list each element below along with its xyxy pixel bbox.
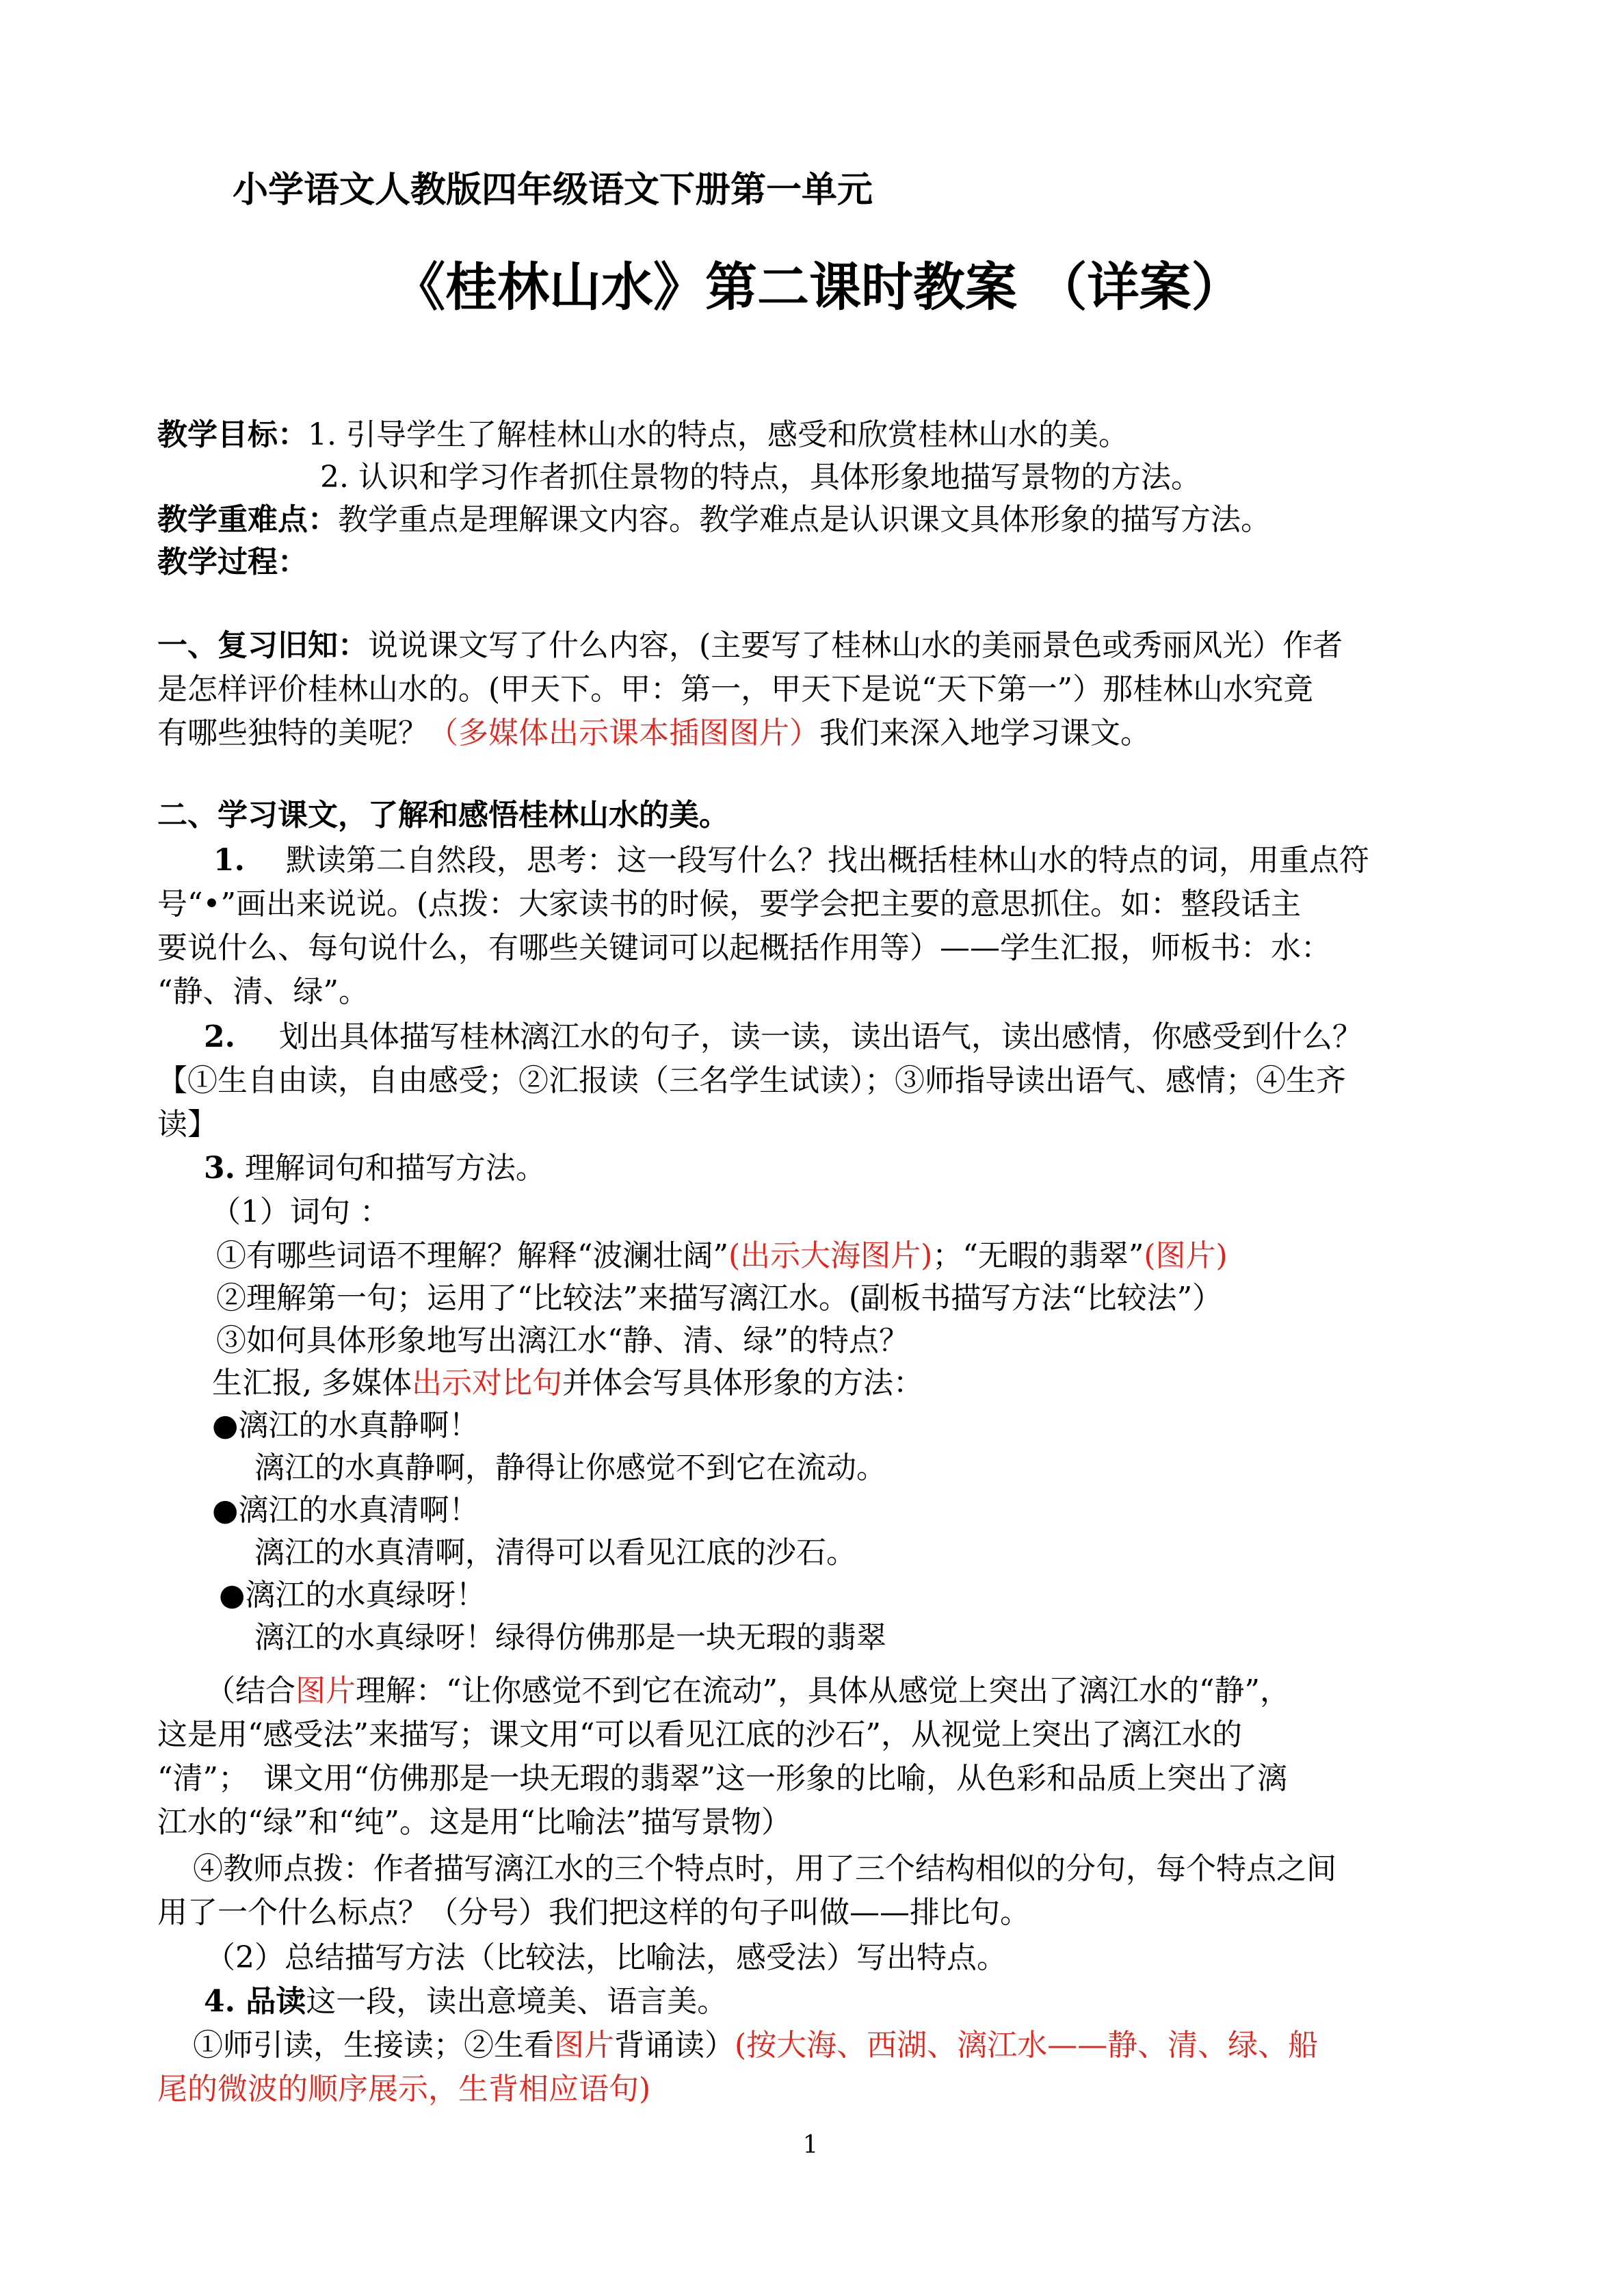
teacher-tip-line-1: ④教师点拨：作者描写漓江水的三个特点时，用了三个结构相似的分句，每个特点之间 [193, 1851, 1336, 1886]
objectives-label: 教学目标： [157, 417, 308, 452]
question-1 [216, 1234, 1464, 1278]
p1-line-2: 号“•”画出来说说。(点拨：大家读书的时候，要学会把主要的意思抓住。如：整段话主 [157, 887, 1302, 922]
document-subtitle: 小学语文人教版四年级语文下册第一单元 [233, 169, 873, 211]
question-2: ②理解第一句；运用了“比较法”来描写漓江水。(副板书描写方法“比较法”） [216, 1281, 1223, 1316]
objectives-line-1 [157, 413, 1464, 457]
bullet-2-expanded: 漓江的水真清啊，清得可以看见江底的沙石。 [254, 1535, 856, 1570]
comment-media-note: 图片 [295, 1673, 356, 1708]
p2-text-1: 划出具体描写桂林漓江水的句子，读一读，读出语气，读出感情，你感受到什么？ [278, 1019, 1362, 1054]
p1-line-1 [213, 839, 1464, 883]
bullet-3-expanded: 漓江的水真绿呀！绿得仿佛那是一块无瑕的翡翠 [254, 1620, 886, 1655]
s1-text-3a: 有哪些独特的美呢？ [157, 716, 428, 751]
key-points-label: 教学重难点： [157, 502, 338, 537]
s1-media-note: （多媒体出示课本插图图片） [428, 716, 819, 751]
s1-line-2: 是怎样评价桂林山水的。(甲天下。甲：第一，甲天下是说“天下第一”）那桂林山水究竟 [157, 672, 1314, 707]
page-number: 1 [802, 2131, 819, 2159]
p1-line-3: 要说什么、每句说什么，有哪些关键词可以起概括作用等）——学生汇报，师板书：水： [157, 930, 1331, 965]
bullet-1: ●漓江的水真静啊！ [212, 1408, 479, 1443]
report-text-a: 生汇报, 多媒体 [212, 1366, 412, 1400]
reading-order-note: (按大海、西湖、漓江水——静、清、绿、船 [735, 2028, 1319, 2063]
reading-line-2: 尾的微波的顺序展示，生背相应语句) [157, 2072, 651, 2106]
bullet-2: ●漓江的水真清啊！ [212, 1493, 479, 1528]
p1-line-4: “静、清、绿”。 [157, 974, 369, 1009]
s2-heading: 二、学习课文，了解和感悟桂林山水的美。 [157, 798, 729, 833]
p3-text: 理解词句和描写方法。 [244, 1151, 546, 1186]
report-media-note: 出示对比句 [411, 1366, 562, 1400]
p1-number: 1. [213, 843, 245, 878]
question-1-note-b: (图片) [1144, 1238, 1228, 1273]
reading-text-a: ①师引读，生接读；②生看 [193, 2028, 554, 2063]
summary-line: （2）总结描写方法（比较法，比喻法，感受法）写出特点。 [205, 1940, 1007, 1975]
key-points-line [157, 498, 1464, 542]
s1-heading: 一、复习旧知： [157, 628, 368, 663]
p3-sub-1: （1）词句 ： [211, 1195, 390, 1229]
document-title: 《桂林山水》第二课时教案 （详案） [393, 257, 1243, 317]
reading-text-c: 背诵读） [614, 2028, 735, 2063]
s1-line-1 [157, 624, 1464, 668]
reading-line-1 [193, 2024, 1464, 2067]
bullet-1-expanded: 漓江的水真静啊，静得让你感觉不到它在流动。 [254, 1450, 886, 1485]
comment-line-3: “清”； 课文用“仿佛那是一块无瑕的翡翠”这一形象的比喻，从色彩和品质上突出了漓 [157, 1761, 1287, 1796]
question-3: ③如何具体形象地写出漓江水“静、清、绿”的特点？ [216, 1323, 909, 1358]
comment-text-c: 理解：“让你感觉不到它在流动”，具体从感觉上突出了漓江水的“静”， [356, 1673, 1290, 1708]
question-1-note-a: (出示大海图片) [728, 1238, 933, 1273]
p4-line [204, 1980, 1464, 2024]
comment-text-a: （结合 [205, 1673, 295, 1708]
process-label: 教学过程： [157, 545, 308, 579]
s1-line-3 [157, 712, 1464, 755]
question-1-text: ①有哪些词语不理解？解释“波澜壮阔” [216, 1238, 728, 1273]
teacher-tip-line-2: 用了一个什么标点？（分号）我们把这样的句子叫做——排比句。 [157, 1895, 1030, 1930]
bullet-3: ●漓江的水真绿呀！ [219, 1578, 486, 1613]
s1-text-3c: 我们来深入地学习课文。 [819, 716, 1150, 751]
comment-line-2: 这是用“感受法”来描写；课文用“可以看见江底的沙石”，从视觉上突出了漓江水的 [157, 1717, 1242, 1752]
p4-number: 4. 品读 [204, 1984, 306, 2019]
report-line [212, 1361, 1464, 1405]
p3-line [204, 1147, 1464, 1190]
objective-2: 2. 认识和学习作者抓住景物的特点，具体形象地描写景物的方法。 [320, 460, 1201, 495]
key-points-text: 教学重点是理解课文内容。教学难点是认识课文具体形象的描写方法。 [338, 502, 1271, 537]
p2-number: 2. [204, 1019, 235, 1054]
p2-line-1 [204, 1015, 1464, 1059]
comment-line-4: 江水的“绿”和“纯”。这是用“比喻法”描写景物） [157, 1805, 791, 1840]
p2-line-3: 读】 [157, 1107, 218, 1142]
question-1-text-b: ；“无暇的翡翠” [932, 1238, 1144, 1273]
p2-line-2: 【①生自由读，自由感受；②汇报读（三名学生试读）；③师指导读出语气、感情；④生齐 [157, 1063, 1346, 1098]
p4-text: 这一段，读出意境美、语言美。 [306, 1984, 728, 2019]
reading-media-note: 图片 [554, 2028, 614, 2063]
objective-1: 1. 引导学生了解桂林山水的特点，感受和欣赏桂林山水的美。 [308, 417, 1129, 452]
report-text-c: 并体会写具体形象的方法： [562, 1366, 923, 1400]
p3-number: 3. [204, 1151, 235, 1186]
comment-line-1 [205, 1669, 1464, 1713]
p1-text-1: 默读第二自然段，思考：这一段写什么？找出概括桂林山水的特点的词，用重点符 [285, 843, 1369, 878]
s1-text-1: 说说课文写了什么内容，(主要写了桂林山水的美丽景色或秀丽风光）作者 [368, 628, 1343, 663]
